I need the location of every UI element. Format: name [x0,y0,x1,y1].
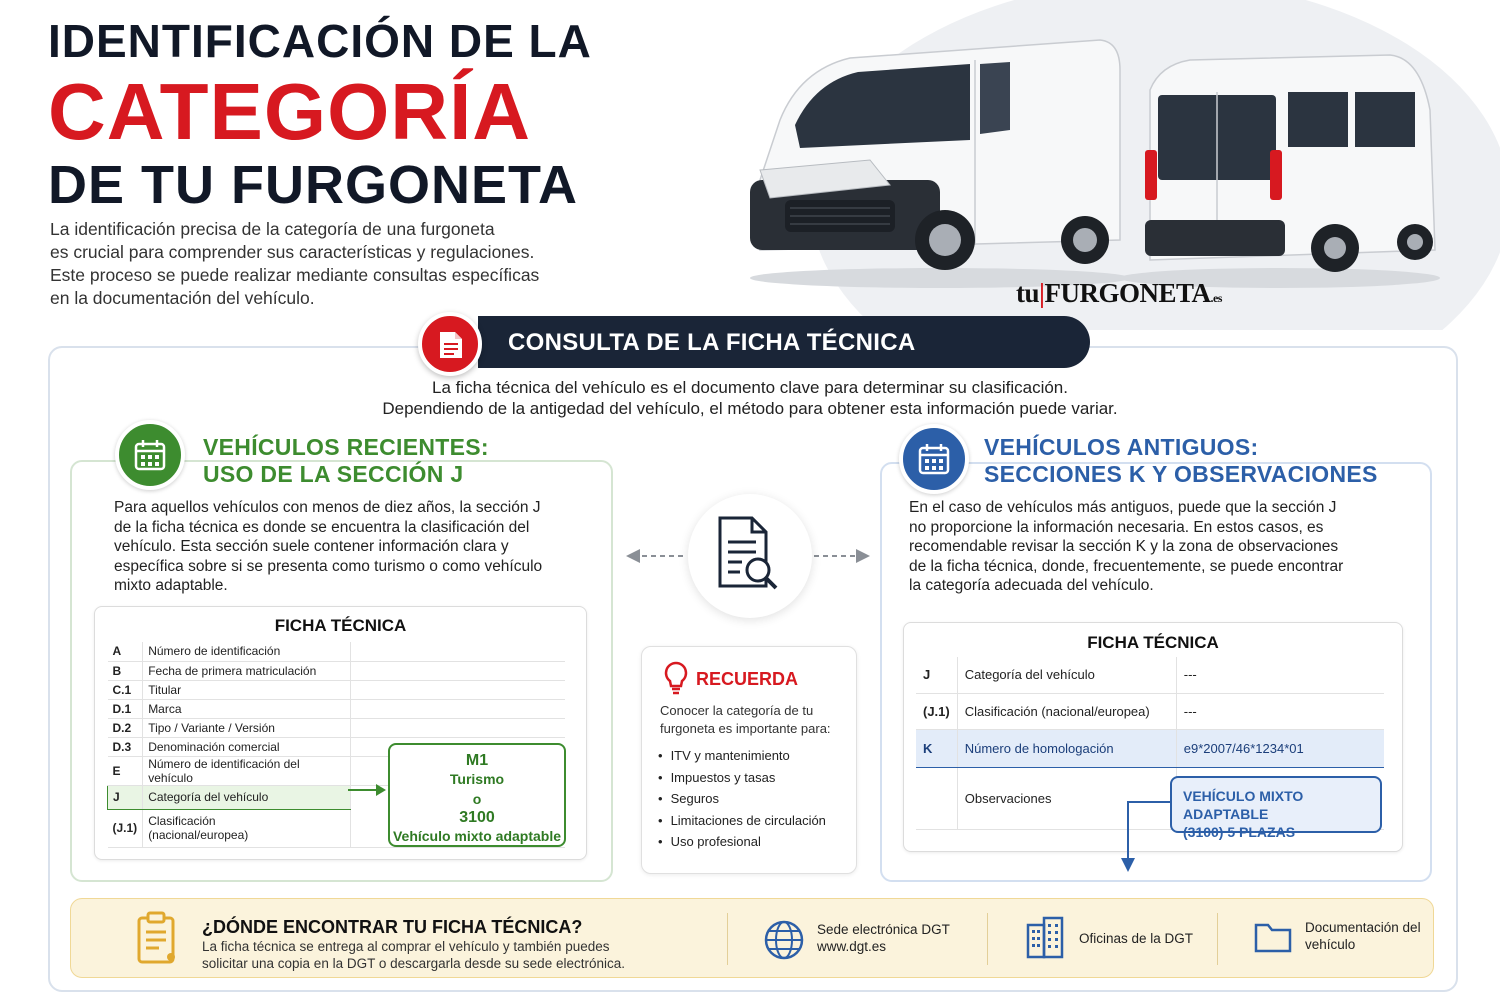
recent-heading [203,434,489,488]
old-text [909,498,1384,596]
row-value [351,661,565,680]
intro-line: en la documentación del vehículo. [50,288,315,308]
row-label: Clasificación (nacional/europea) [957,693,1176,729]
recent-text-line: mixto adaptable. [114,577,228,595]
document-search-icon [688,494,812,618]
folder-icon [1253,919,1293,955]
lead-line: Dependiendo de la antigedad del vehículo, el método para obtener esta información puede variar. [382,399,1118,418]
old-heading-line: VEHÍCULOS ANTIGUOS: [984,434,1259,460]
row-label: Observaciones [957,767,1176,829]
row-label: Tipo / Variante / Versión [143,718,351,737]
footer-item-sede [817,921,950,955]
recent-heading-line: VEHÍCULOS RECIENTES: [203,434,489,460]
row-label: Número de homologación [957,729,1176,767]
old-text-line: de la ficha técnica, donde, frecuentemente, se puede encontrar [909,557,1344,575]
old-heading-line: SECCIONES K Y OBSERVACIONES [984,461,1378,487]
page-title [48,15,592,215]
section-banner [478,316,1090,368]
brand-name: FURGONETA [1044,278,1211,308]
footer-text-line: La ficha técnica se entrega al comprar el vehículo y también puedes [202,939,610,954]
old-result-box [1170,776,1382,840]
old-text-line: no proporcione la información necesaria. En estos casos, es [909,518,1324,536]
row-value [351,718,565,737]
row-code: J [108,785,143,809]
brand-prefix: tu [1016,278,1040,308]
remember-title: RECUERDA [696,669,799,689]
row-label-line: Clasificación [148,814,216,828]
row-label: Marca [143,699,351,718]
table-row [108,718,566,737]
lightbulb-icon [664,661,688,695]
footer-item-line: Documentación del [1305,920,1421,935]
result-name-mixto: Vehículo mixto adaptable [392,828,562,844]
row-label: Denominación comercial [143,737,351,756]
row-value [351,699,565,718]
row-label: Titular [143,680,351,699]
ficha-title: FICHA TÉCNICA [1087,633,1219,652]
recent-text-line: vehículo. Esta sección suele contener información clara y [114,538,509,556]
footer-item-documentacion [1305,919,1421,953]
row-code: (J.1) [916,693,957,729]
arrow-connector-icon [1118,796,1174,874]
table-row [108,661,566,680]
building-icon [1025,915,1065,959]
result-or: o [472,791,482,807]
section-lead [200,377,1300,419]
row-value: e9*2007/46*1234*01 [1176,729,1384,767]
old-result-line: (3100) 5 PLAZAS [1183,824,1296,840]
row-label: Número de identificación del vehículo [143,756,351,785]
intro-line: La identificación precisa de la categoría de una furgoneta [50,219,495,239]
divider [727,913,728,965]
row-value: --- [1176,657,1384,693]
row-code: B [108,661,143,680]
row-code: D.2 [108,718,143,737]
ficha-title: FICHA TÉCNICA [274,616,407,635]
row-label-line: (nacional/europea) [148,828,249,842]
table-row [108,699,566,718]
list-item: • ITV y mantenimiento [658,748,826,770]
footer-text [202,938,682,972]
footer-banner [70,898,1434,978]
table-row [916,693,1384,729]
remember-card [641,646,857,874]
row-label: Número de identificación [143,642,351,661]
arrow-left-icon [626,546,690,566]
row-value: --- [1176,693,1384,729]
recent-heading-line: USO DE LA SECCIÓN J [203,461,464,487]
list-item: • Limitaciones de circulación [658,813,826,835]
title-line-2: CATEGORÍA [48,67,532,156]
row-code: K [916,729,957,767]
section-title: CONSULTA DE LA FICHA TÉCNICA [508,329,916,356]
row-value [351,680,565,699]
intro-line: es crucial para comprender sus características y regulaciones. [50,242,535,262]
old-heading [984,434,1378,488]
row-label [143,809,351,847]
old-result-line: VEHÍCULO MIXTO ADAPTABLE [1183,788,1304,822]
globe-icon [763,919,805,961]
brand-tld: .es [1210,291,1222,305]
footer-item-oficinas: Oficinas de la DGT [1079,931,1194,946]
table-row [108,642,566,661]
footer-text-line: solicitar una copia en la DGT o descargarla desde su sede electrónica. [202,956,625,971]
brand-logo [1016,278,1222,309]
document-icon [418,312,482,376]
divider [987,913,988,965]
row-code: E [108,756,143,785]
clipboard-icon [135,911,179,967]
result-code-m1: M1 [465,752,489,769]
row-code: D.3 [108,737,143,756]
old-text-line: En el caso de vehículos más antiguos, puede que la sección J [909,499,1337,516]
list-item: • Impuestos y tasas [658,770,826,792]
row-code: (J.1) [108,809,143,847]
footer-item-line: Sede electrónica DGT [817,922,950,937]
row-code: J [916,657,957,693]
footer-item-link[interactable]: www.dgt.es [817,939,887,954]
lead-line: La ficha técnica del vehículo es el documento clave para determinar su clasificación. [432,378,1068,397]
footer-title: ¿DÓNDE ENCONTRAR TU FICHA TÉCNICA? [202,917,583,937]
recent-text-line: Para aquellos vehículos con menos de diez años, la sección J [114,499,541,516]
table-row-highlighted [916,729,1384,767]
row-code: D.1 [108,699,143,718]
row-code [916,767,957,829]
row-label: Categoría del vehículo [957,657,1176,693]
result-code-3100: 3100 [459,809,495,826]
calendar-icon [115,420,185,490]
arrow-right-icon [348,781,388,799]
recent-text-line: específica sobre si se presenta como turismo o como vehículo [114,557,543,575]
title-line-1: IDENTIFICACIÓN DE LA [48,15,592,67]
row-code: A [108,642,143,661]
recent-result-box [388,743,566,847]
result-name-turismo: Turismo [449,771,505,787]
remember-list [658,748,826,856]
recent-text-line: de la ficha técnica es donde se encuentra la clasificación del [114,518,530,536]
recent-text [114,498,584,596]
row-label: Fecha de primera matriculación [143,661,351,680]
list-item: • Seguros [658,791,826,813]
row-code: C.1 [108,680,143,699]
brand-separator: | [1039,278,1045,308]
old-text-line: la categoría adecuada del vehículo. [909,577,1154,595]
vans-image [740,30,1440,290]
row-label: Categoría del vehículo [143,785,351,809]
title-line-3: DE TU FURGONETA [48,155,578,215]
table-row [916,657,1384,693]
list-item: • Uso profesional [658,834,826,856]
calendar-icon [899,424,969,494]
intro-line: Este proceso se puede realizar mediante consultas específicas [50,265,540,285]
row-value [351,642,565,661]
footer-item-line: vehículo [1305,937,1356,952]
remember-desc: Conocer la categoría de tu furgoneta es importante para: [660,703,831,736]
divider [1217,913,1218,965]
arrow-right-dashed-icon [812,546,872,566]
intro-text [50,218,610,310]
table-row [108,680,566,699]
old-text-line: recomendable revisar la sección K y la zona de observaciones [909,538,1339,556]
